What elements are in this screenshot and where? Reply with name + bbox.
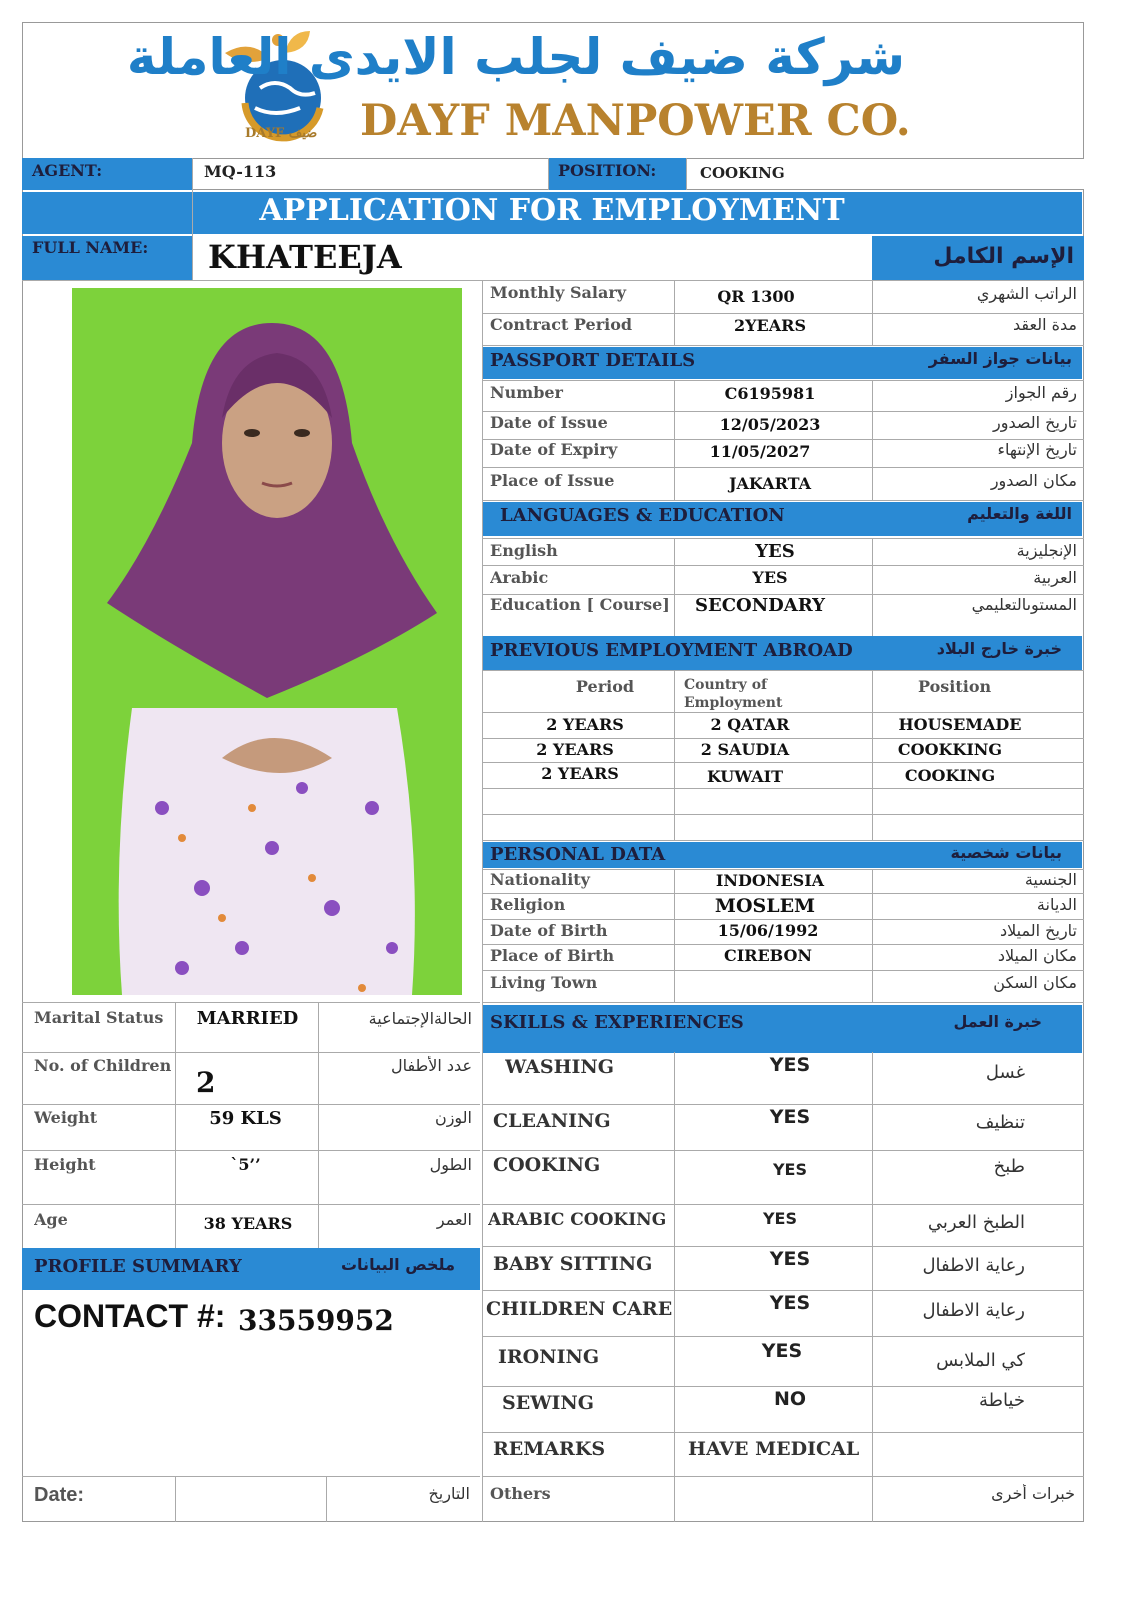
info-value: 59 KLS bbox=[209, 1108, 282, 1129]
grid-hline bbox=[482, 1204, 1084, 1205]
grid-hline bbox=[482, 594, 1084, 595]
passport-label-ar: مكان الصدور bbox=[990, 471, 1077, 490]
language-label: Arabic bbox=[490, 568, 549, 587]
grid-vline bbox=[318, 1002, 319, 1248]
personal-label-ar: الديانة bbox=[1036, 895, 1077, 914]
company-name-arabic: شركة ضيف لجلب الايدى العاملة bbox=[126, 28, 905, 86]
grid-vline bbox=[872, 869, 873, 1002]
grid-vline bbox=[548, 158, 549, 190]
passport-value: 12/05/2023 bbox=[719, 415, 821, 434]
grid-hline bbox=[482, 1336, 1084, 1337]
personal-title: PERSONAL DATA bbox=[490, 844, 666, 865]
contact-label: CONTACT #: bbox=[34, 1298, 226, 1334]
personal-title-ar: بيانات شخصية bbox=[950, 843, 1062, 862]
personal-label-ar: تاريخ الميلاد bbox=[1000, 921, 1077, 940]
passport-title: PASSPORT DETAILS bbox=[490, 350, 696, 371]
language-label-ar: العربية bbox=[1033, 568, 1077, 587]
language-value: YES bbox=[752, 568, 788, 587]
passport-label-ar: تاريخ الصدور bbox=[993, 413, 1077, 432]
grid-vline bbox=[872, 670, 873, 840]
grid-hline bbox=[482, 411, 1084, 412]
grid-hline bbox=[482, 670, 1084, 671]
info-value: 38 YEARS bbox=[203, 1214, 293, 1233]
grid-hline bbox=[482, 1290, 1084, 1291]
profile-title-ar: ملخص البيانات bbox=[340, 1255, 455, 1274]
grid-vline bbox=[872, 280, 873, 345]
info-label: No. of Children bbox=[34, 1056, 172, 1075]
skill-value: YES bbox=[769, 1292, 811, 1314]
grid-hline bbox=[22, 280, 1084, 281]
info-value: `5’’ bbox=[230, 1155, 261, 1174]
grid-hline bbox=[482, 762, 1084, 763]
personal-label: Place of Birth bbox=[490, 946, 615, 965]
passport-title-ar: بيانات جواز السفر bbox=[928, 349, 1072, 368]
info-label: Marital Status bbox=[34, 1008, 164, 1027]
language-label: Education [ Course] bbox=[490, 595, 670, 614]
skill-label-ar: غسل bbox=[985, 1062, 1025, 1083]
grid-hline bbox=[482, 345, 1084, 346]
grid-vline bbox=[175, 1476, 176, 1522]
info-label: Height bbox=[34, 1155, 96, 1174]
skill-label: REMARKS bbox=[493, 1438, 606, 1460]
passport-value: 11/05/2027 bbox=[709, 442, 811, 461]
employment-position: COOKKING bbox=[897, 740, 1003, 759]
skill-label: IRONING bbox=[498, 1346, 600, 1368]
personal-label-ar: الجنسية bbox=[1024, 870, 1077, 889]
grid-hline bbox=[22, 1052, 480, 1053]
grid-hline bbox=[482, 712, 1084, 713]
info-value: MARRIED bbox=[196, 1008, 299, 1029]
employment-position: HOUSEMADE bbox=[898, 715, 1022, 734]
employment-title-ar: خبرة خارج البلاد bbox=[936, 639, 1062, 658]
skill-value: YES bbox=[762, 1209, 798, 1228]
agent-value: MQ-113 bbox=[204, 162, 277, 181]
skill-label-ar: رعاية الاطفال bbox=[922, 1255, 1025, 1276]
grid-vline bbox=[872, 1052, 873, 1522]
applicant-photo-icon bbox=[72, 288, 462, 995]
applicant-photo bbox=[72, 288, 462, 995]
grid-hline bbox=[22, 1204, 480, 1205]
personal-label: Date of Birth bbox=[490, 921, 608, 940]
skill-label: WASHING bbox=[505, 1056, 615, 1078]
languages-title-ar: اللغة والتعليم bbox=[967, 504, 1072, 523]
skill-label-ar: طبخ bbox=[993, 1156, 1025, 1177]
grid-vline bbox=[872, 538, 873, 636]
full-name-label: FULL NAME: bbox=[22, 236, 192, 280]
grid-hline bbox=[482, 1104, 1084, 1105]
contract-label-ar: مدة العقد bbox=[1013, 315, 1077, 334]
grid-vline bbox=[872, 380, 873, 500]
employment-position: COOKING bbox=[904, 766, 996, 785]
skill-label: COOKING bbox=[493, 1154, 601, 1176]
position-label: POSITION: bbox=[548, 158, 686, 190]
others-label: Others bbox=[490, 1484, 551, 1503]
personal-value: MOSLEM bbox=[714, 895, 816, 917]
employment-period: 2 YEARS bbox=[536, 740, 614, 759]
skill-label-ar: تنظيف bbox=[975, 1112, 1025, 1133]
date-label: Date: bbox=[34, 1484, 85, 1506]
skill-label: CHILDREN CARE bbox=[486, 1298, 673, 1320]
personal-label-ar: مكان السكن bbox=[993, 973, 1077, 992]
employment-header-country: Country of Employment bbox=[684, 677, 783, 711]
skill-label: ARABIC COOKING bbox=[488, 1210, 667, 1230]
personal-label: Religion bbox=[490, 895, 566, 914]
contract-label-ar: الراتب الشهري bbox=[976, 284, 1077, 303]
contract-label: Contract Period bbox=[490, 315, 633, 334]
form-title: APPLICATION FOR EMPLOYMENT bbox=[259, 193, 845, 228]
skill-value: NO bbox=[773, 1388, 807, 1410]
employment-country: 2 QATAR bbox=[710, 715, 790, 734]
personal-label: Living Town bbox=[490, 973, 598, 992]
info-label-ar: الطول bbox=[429, 1155, 472, 1174]
grid-vline bbox=[175, 1002, 176, 1248]
contact-value: 33559952 bbox=[238, 1304, 394, 1337]
grid-vline bbox=[674, 380, 675, 500]
skill-value: YES bbox=[761, 1340, 803, 1362]
grid-hline bbox=[482, 1432, 1084, 1433]
employment-country: 2 SAUDIA bbox=[700, 740, 790, 759]
grid-vline bbox=[326, 1476, 327, 1522]
info-label-ar: الحالةالإجتماعية bbox=[368, 1009, 472, 1028]
grid-hline bbox=[482, 565, 1084, 566]
skill-label-ar: الطبخ العربي bbox=[927, 1212, 1025, 1233]
skills-title-ar: خبرة العمل bbox=[953, 1012, 1042, 1031]
skill-label-ar: كي الملابس bbox=[936, 1350, 1025, 1371]
grid-hline bbox=[22, 1476, 480, 1477]
grid-hline bbox=[482, 869, 1084, 870]
grid-hline bbox=[482, 1476, 1084, 1477]
grid-hline bbox=[482, 1386, 1084, 1387]
grid-vline bbox=[686, 158, 687, 190]
passport-label: Date of Expiry bbox=[490, 440, 618, 459]
grid-hline bbox=[482, 970, 1084, 971]
personal-value bbox=[688, 973, 848, 997]
grid-hline bbox=[482, 893, 1084, 894]
personal-value: 15/06/1992 bbox=[717, 921, 819, 940]
language-value: SECONDARY bbox=[694, 595, 825, 616]
grid-vline bbox=[674, 280, 675, 345]
full-name-label-ar: الإسم الكامل bbox=[872, 236, 1084, 280]
skill-label: BABY SITTING bbox=[493, 1253, 653, 1275]
passport-label: Date of Issue bbox=[490, 413, 608, 432]
contract-label: Monthly Salary bbox=[490, 283, 627, 302]
date-label-ar: التاريخ bbox=[428, 1484, 470, 1503]
skill-value: YES bbox=[769, 1106, 811, 1128]
skill-value: YES bbox=[769, 1248, 811, 1270]
grid-hline bbox=[482, 788, 1084, 789]
company-name-english: DAYF MANPOWER CO. bbox=[360, 96, 911, 146]
passport-value: C6195981 bbox=[724, 384, 816, 403]
personal-value: INDONESIA bbox=[715, 871, 825, 890]
language-value: YES bbox=[755, 541, 795, 562]
grid-hline bbox=[482, 919, 1084, 920]
skill-value: HAVE MEDICAL bbox=[688, 1438, 860, 1460]
others-label-ar: خبرات أخرى bbox=[991, 1484, 1075, 1503]
grid-hline bbox=[22, 1104, 480, 1105]
grid-hline bbox=[482, 814, 1084, 815]
language-label-ar: المستوىالتعليمي bbox=[971, 595, 1077, 614]
grid-hline bbox=[482, 1002, 1084, 1003]
employment-period: 2 YEARS bbox=[546, 715, 624, 734]
skill-label: SEWING bbox=[502, 1392, 595, 1414]
profile-title: PROFILE SUMMARY bbox=[34, 1256, 242, 1277]
grid-vline bbox=[674, 869, 675, 1002]
grid-hline bbox=[22, 1150, 480, 1151]
skill-value: YES bbox=[772, 1160, 808, 1179]
grid-hline bbox=[22, 1002, 480, 1003]
personal-label-ar: مكان الميلاد bbox=[997, 946, 1077, 965]
grid-hline bbox=[482, 944, 1084, 945]
grid-vline bbox=[674, 1052, 675, 1522]
skill-value: YES bbox=[769, 1054, 811, 1076]
grid-hline bbox=[482, 538, 1084, 539]
languages-title: LANGUAGES & EDUCATION bbox=[500, 505, 785, 526]
skill-label-ar: خياطة bbox=[978, 1390, 1025, 1411]
skills-title: SKILLS & EXPERIENCES bbox=[490, 1012, 744, 1033]
full-name-value: KHATEEJA bbox=[208, 238, 402, 276]
grid-vline bbox=[674, 670, 675, 840]
grid-hline bbox=[482, 738, 1084, 739]
passport-label-ar: تاريخ الإنتهاء bbox=[997, 440, 1077, 459]
logo-caption: DAYF ضيف bbox=[245, 126, 318, 141]
agent-label: AGENT: bbox=[22, 158, 192, 190]
grid-hline bbox=[482, 313, 1084, 314]
grid-hline bbox=[482, 840, 1084, 841]
passport-label: Place of Issue bbox=[490, 471, 615, 490]
grid-vline bbox=[192, 158, 193, 280]
employment-header-position: Position bbox=[918, 677, 992, 696]
employment-header-period: Period bbox=[575, 677, 635, 696]
passport-value: JAKARTA bbox=[728, 474, 812, 493]
grid-hline bbox=[482, 1246, 1084, 1247]
grid-hline bbox=[482, 1150, 1084, 1151]
grid-hline bbox=[482, 467, 1084, 468]
employment-title: PREVIOUS EMPLOYMENT ABROAD bbox=[490, 640, 853, 661]
info-label-ar: الوزن bbox=[434, 1108, 472, 1127]
grid-hline bbox=[482, 380, 1084, 381]
employment-country: KUWAIT bbox=[706, 767, 784, 786]
info-label: Age bbox=[34, 1210, 68, 1229]
grid-hline bbox=[482, 439, 1084, 440]
skill-label-ar bbox=[880, 1438, 1025, 1466]
employment-period: 2 YEARS bbox=[541, 764, 619, 783]
info-label-ar: العمر bbox=[436, 1210, 472, 1229]
contract-value: 2YEARS bbox=[733, 316, 806, 335]
language-label: English bbox=[490, 541, 558, 560]
personal-label: Nationality bbox=[490, 870, 590, 889]
info-value: 2 bbox=[196, 1066, 216, 1099]
position-value: COOKING bbox=[700, 164, 785, 182]
info-label: Weight bbox=[34, 1108, 98, 1127]
language-label-ar: الإنجليزية bbox=[1016, 541, 1077, 560]
personal-value: CIREBON bbox=[723, 946, 813, 965]
skill-label: CLEANING bbox=[493, 1110, 611, 1132]
skill-label-ar: رعاية الاطفال bbox=[922, 1300, 1025, 1321]
contract-value: QR 1300 bbox=[717, 287, 795, 306]
grid-vline bbox=[674, 538, 675, 636]
grid-hline bbox=[482, 500, 1084, 501]
passport-label-ar: رقم الجواز bbox=[1005, 383, 1077, 402]
info-label-ar: عدد الأطفال bbox=[390, 1056, 472, 1075]
passport-label: Number bbox=[490, 383, 563, 402]
grid-vline bbox=[482, 280, 483, 1522]
